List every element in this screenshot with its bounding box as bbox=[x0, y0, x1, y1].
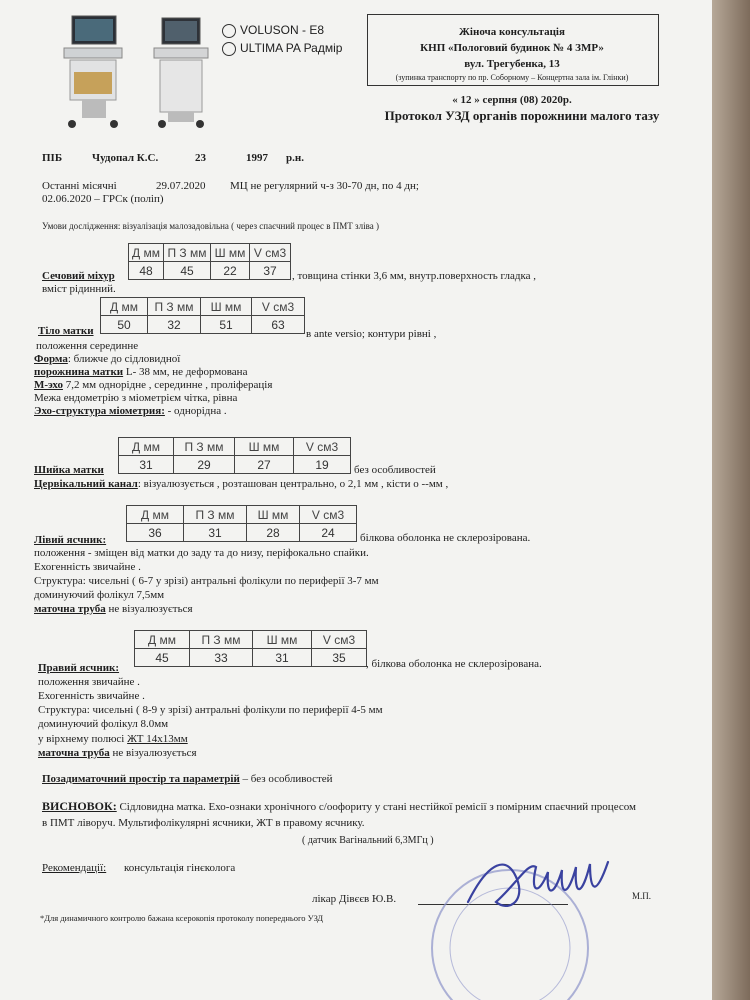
clinic-name: Жіноча консультація bbox=[459, 26, 565, 38]
patient-name: Чудопал К.С. bbox=[92, 152, 159, 164]
right-ovary-value-cell: 33 bbox=[190, 649, 253, 667]
left-ovary-echogenicity: Ехогенність звичайне . bbox=[34, 561, 141, 573]
left-tube-line bbox=[34, 603, 193, 616]
uterus-header-cell: Ш мм bbox=[201, 298, 252, 316]
right-tube-value: не візуалюзується bbox=[109, 747, 197, 759]
left-ovary-header-cell: Ш мм bbox=[247, 506, 300, 524]
uterus-value-cell: 50 bbox=[101, 316, 148, 334]
right-ovary-header-cell: П З мм bbox=[190, 631, 253, 649]
left-ovary-label: Лівий ясчник: bbox=[34, 534, 107, 546]
right-ovary-label: Правий ясчник: bbox=[38, 662, 120, 674]
machine-ultima-label: ULTIMA PA Радмір bbox=[240, 41, 343, 55]
bladder-value-cell: 45 bbox=[164, 262, 211, 280]
cervix-header-cell: П З мм bbox=[174, 438, 235, 456]
cervix-label: Шийка матки bbox=[34, 464, 104, 476]
uterus-header-cell: Д мм bbox=[101, 298, 148, 316]
left-tube-value: не візуалюзується bbox=[105, 603, 193, 615]
bladder-value-cell: 22 bbox=[211, 262, 250, 280]
ultrasound-machine-image bbox=[58, 12, 128, 130]
conclusion-line2: в ПМТ ліворуч. Мультифолікулярні ясчники, ЖТ в правому ясчнику. bbox=[42, 817, 365, 829]
left-ovary-value-cell: 31 bbox=[184, 524, 247, 542]
menses-cycle: МЦ не регулярний ч-з 30-70 дн, по 4 дн; bbox=[230, 180, 419, 192]
cervix-note: без особливостей bbox=[354, 464, 436, 476]
bladder-value-cell: 37 bbox=[250, 262, 291, 280]
retro-space-label: Позадиматочний простір та параметрій bbox=[42, 773, 240, 785]
uterus-myometrium-label: Эхо-структура міометрия: bbox=[34, 405, 165, 417]
uterus-form-label: Форма bbox=[34, 353, 68, 365]
cervix-value-cell: 19 bbox=[294, 456, 351, 474]
left-ovary-value-cell: 36 bbox=[127, 524, 184, 542]
right-ovary-pole-line bbox=[38, 733, 188, 746]
ultrasound-machine-image bbox=[150, 16, 212, 130]
uterus-value-cell: 32 bbox=[148, 316, 201, 334]
right-ovary-corpus-luteum: ЖТ 14х13мм bbox=[127, 733, 188, 745]
bladder-measurements-table bbox=[128, 243, 291, 280]
bladder-header-cell: V см3 bbox=[250, 244, 291, 262]
uterus-endometrium-border: Межа ендометрію з міометрієм чітка, рівна bbox=[34, 392, 238, 404]
bladder-header-cell: Ш мм bbox=[211, 244, 250, 262]
patient-year: 1997 bbox=[246, 152, 268, 164]
retro-space-value: – без особливостей bbox=[239, 773, 333, 785]
clinic-transport: (зупинка транспорту по пр. Соборному – Концертна зала ім. Глінки) bbox=[395, 73, 629, 82]
left-ovary-dominant: доминуючий фолікул 7,5мм bbox=[34, 589, 165, 601]
patient-label: ПІБ bbox=[42, 152, 63, 164]
left-ovary-header-cell: П З мм bbox=[184, 506, 247, 524]
menses-date: 29.07.2020 bbox=[156, 180, 206, 192]
bladder-header-cell: П З мм bbox=[164, 244, 211, 262]
menses-label: Останні місячні bbox=[42, 180, 117, 192]
right-ovary-structure: Структура: чисельні ( 8-9 у зрізі) антральні фолікули по периферії 4-5 мм bbox=[38, 704, 383, 716]
left-ovary-value-cell: 24 bbox=[300, 524, 357, 542]
uterus-header-cell: П З мм bbox=[148, 298, 201, 316]
right-ovary-header-cell: V см3 bbox=[312, 631, 367, 649]
cervical-canal-value: : візуалюзується , розташован центрально, о 2,1 мм , кісти о --мм , bbox=[137, 478, 449, 490]
right-ovary-header-cell: Д мм bbox=[135, 631, 190, 649]
right-ovary-position: положення звичайне . bbox=[38, 676, 140, 688]
uterus-cavity-value: L- 38 мм, не деформована bbox=[123, 366, 248, 378]
uterus-form-line bbox=[34, 353, 180, 366]
clinic-org: КНП «Пологовий будинок № 4 ЗМР» bbox=[420, 42, 604, 54]
right-ovary-header-cell: Ш мм bbox=[253, 631, 312, 649]
doctor-signature bbox=[458, 842, 618, 922]
uterus-position: положення серединне bbox=[36, 340, 139, 352]
uterus-measurements-table bbox=[100, 297, 305, 334]
uterus-header-cell: V см3 bbox=[252, 298, 305, 316]
patient-year-suffix: р.н. bbox=[286, 152, 304, 164]
footnote: *Для динамичного контролю бажана ксерокопія протоколу попереднього УЗД bbox=[40, 913, 324, 923]
protocol-date: « 12 » серпня (08) 2020р. bbox=[452, 94, 572, 106]
left-ovary-header-cell: V см3 bbox=[300, 506, 357, 524]
uterus-myometrium-line bbox=[34, 405, 227, 418]
patient-number: 23 bbox=[195, 152, 206, 164]
machine-radio-voluson[interactable] bbox=[222, 24, 236, 38]
right-tube-line bbox=[38, 747, 197, 760]
uterus-mecho-line bbox=[34, 379, 272, 392]
bladder-header-cell: Д мм bbox=[129, 244, 164, 262]
conclusion-text-1: Сідловидна матка. Ехо-ознаки хронічного с/оофориту у стані нестійкої ремісії з помірним спаєчний процесом bbox=[116, 801, 636, 813]
cervical-canal-line bbox=[34, 478, 448, 491]
protocol-title: Протокол УЗД органів порожнини малого тазу bbox=[384, 108, 660, 123]
conclusion-line1 bbox=[42, 800, 636, 814]
right-ovary-dominant: доминуючий фолікул 8.0мм bbox=[38, 718, 169, 730]
bladder-value-cell: 48 bbox=[129, 262, 164, 280]
bladder-label: Сечовий міхур bbox=[42, 270, 115, 282]
stamp-label: М.П. bbox=[632, 891, 652, 901]
right-ovary-echogenicity: Ехогенність звичайне . bbox=[38, 690, 145, 702]
uterus-label: Тіло матки bbox=[38, 325, 94, 337]
conclusion-label: ВИСНОВОК: bbox=[42, 799, 117, 813]
clinic-street: вул. Трегубенка, 13 bbox=[464, 58, 560, 70]
right-ovary-value-cell: 35 bbox=[312, 649, 367, 667]
cervix-header-cell: Д мм bbox=[119, 438, 174, 456]
cervix-value-cell: 27 bbox=[235, 456, 294, 474]
uterus-mecho-value: 7,2 мм однорідне , серединне , проліферація bbox=[62, 379, 273, 391]
uterus-cavity-label: порожнина матки bbox=[34, 366, 124, 378]
left-ovary-measurements-table bbox=[126, 505, 357, 542]
doctor-name: лікар Дівєєв Ю.В. bbox=[312, 893, 397, 905]
exam-conditions: Умови дослідження: візуалізація малозадовільна ( через спаєчний процес в ПМТ зліва ) bbox=[42, 221, 379, 231]
retro-space-line bbox=[42, 773, 333, 786]
cervix-value-cell: 31 bbox=[119, 456, 174, 474]
bladder-wall-text: , товщина стінки 3,6 мм, внутр.поверхность гладка , bbox=[292, 270, 537, 282]
recommendation-text: консультація гінєколога bbox=[124, 862, 236, 874]
cervix-value-cell: 29 bbox=[174, 456, 235, 474]
cervix-header-cell: Ш мм bbox=[235, 438, 294, 456]
machine-radio-ultima[interactable] bbox=[222, 42, 236, 56]
left-ovary-structure: Структура: чисельні ( 6-7 у зрізі) антральні фолікули по периферії 3-7 мм bbox=[34, 575, 379, 587]
right-ovary-capsule: , білкова оболонка не склерозірована. bbox=[366, 658, 542, 670]
cervical-canal-label: Цервікальний канал bbox=[34, 478, 138, 490]
right-ovary-value-cell: 31 bbox=[253, 649, 312, 667]
right-ovary-pole-text: у вірхнему полюсі bbox=[38, 733, 128, 745]
cervix-measurements-table bbox=[118, 437, 351, 474]
machine-voluson-label: VOLUSON - E8 bbox=[240, 23, 325, 37]
sensor-note: ( датчик Вагінальний 6,3МГц ) bbox=[302, 835, 434, 846]
uterus-mecho-label: М-эхо bbox=[34, 379, 63, 391]
uterus-myometrium-value: - однорідна . bbox=[164, 405, 227, 417]
right-tube-label: маточна труба bbox=[38, 747, 110, 759]
background-table-edge bbox=[712, 0, 750, 1000]
right-ovary-value-cell: 45 bbox=[135, 649, 190, 667]
menses-line2: 02.06.2020 – ГРСк (поліп) bbox=[42, 193, 164, 205]
left-tube-label: маточна труба bbox=[34, 603, 106, 615]
right-ovary-measurements-table bbox=[134, 630, 367, 667]
uterus-value-cell: 51 bbox=[201, 316, 252, 334]
bladder-content-text: вміст рідинний. bbox=[42, 283, 116, 295]
uterus-position-text: в ante versio; контури рівні , bbox=[306, 328, 437, 340]
left-ovary-capsule: білкова оболонка не склерозірована. bbox=[360, 532, 531, 544]
uterus-form-value: : ближче до сідловидної bbox=[67, 353, 181, 365]
cervix-header-cell: V см3 bbox=[294, 438, 351, 456]
left-ovary-position: положення - зміщен від матки до заду та до низу, періфокально спайки. bbox=[34, 547, 369, 559]
recommendation-label: Рекомендації: bbox=[42, 862, 107, 874]
left-ovary-value-cell: 28 bbox=[247, 524, 300, 542]
left-ovary-header-cell: Д мм bbox=[127, 506, 184, 524]
uterus-value-cell: 63 bbox=[252, 316, 305, 334]
uterus-cavity-line bbox=[34, 366, 247, 379]
